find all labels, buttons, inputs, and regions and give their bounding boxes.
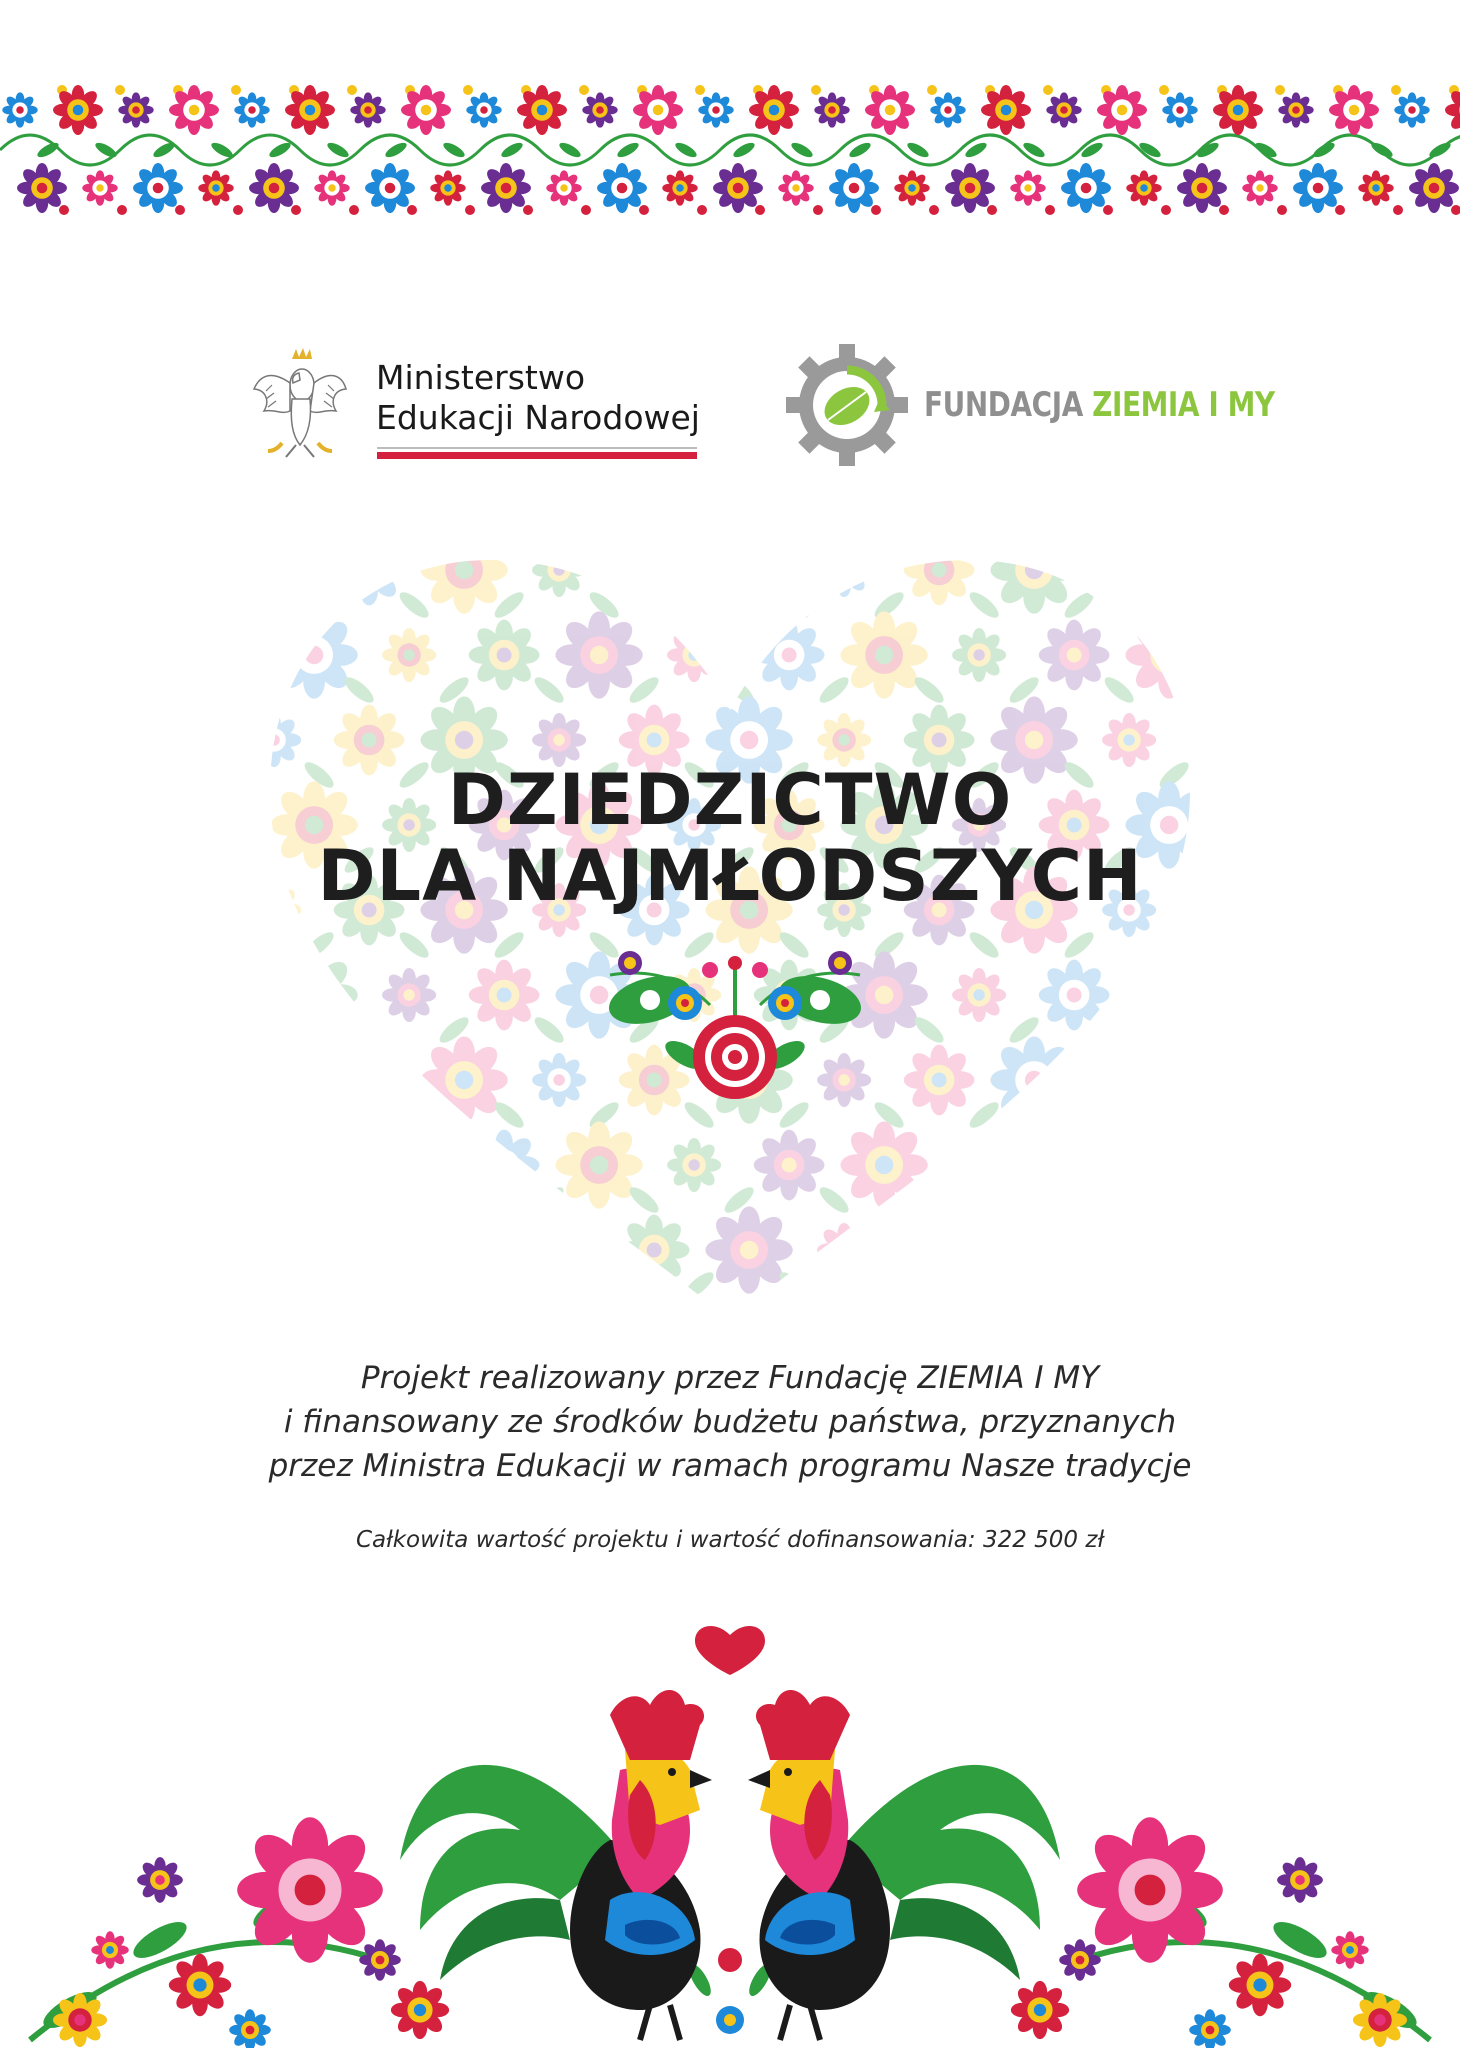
ministry-name-line2: Edukacji Narodowej [376,398,700,437]
folk-flower-border [0,70,1460,230]
ministry-divider-grey [377,447,697,449]
foundation-name-part2: ZIEMIA I MY [1092,385,1275,425]
project-description-line1: Projekt realizowany przez Fundację ZIEMIA I MY [360,1360,1100,1396]
ministry-name-line1: Ministerstwo [376,358,586,397]
project-description-line2: i finansowany ze środków budżetu państwa, przyznanych [283,1404,1177,1440]
project-description [0,1356,1460,1488]
foundation-name [924,385,1275,425]
project-description-line3: przez Ministra Edukacji w ramach programu Nasze tradycje [268,1448,1192,1484]
gear-leaf-logo [782,340,912,470]
funding-value-text: Całkowita wartość projektu i wartość dofinansowania: 322 500 zł [355,1527,1105,1553]
polish-eagle-emblem [252,345,347,465]
page-title-line1: DZIEDZICTWO [447,759,1013,841]
folk-roosters-ornament [0,1600,1460,2048]
foundation-name-part1: FUNDACJA [924,385,1083,425]
ministry-name [376,358,700,438]
folk-flower-ornament [590,945,880,1105]
page-title-line2: DLA NAJMŁODSZYCH [317,835,1143,917]
ministry-divider-red [377,452,697,459]
